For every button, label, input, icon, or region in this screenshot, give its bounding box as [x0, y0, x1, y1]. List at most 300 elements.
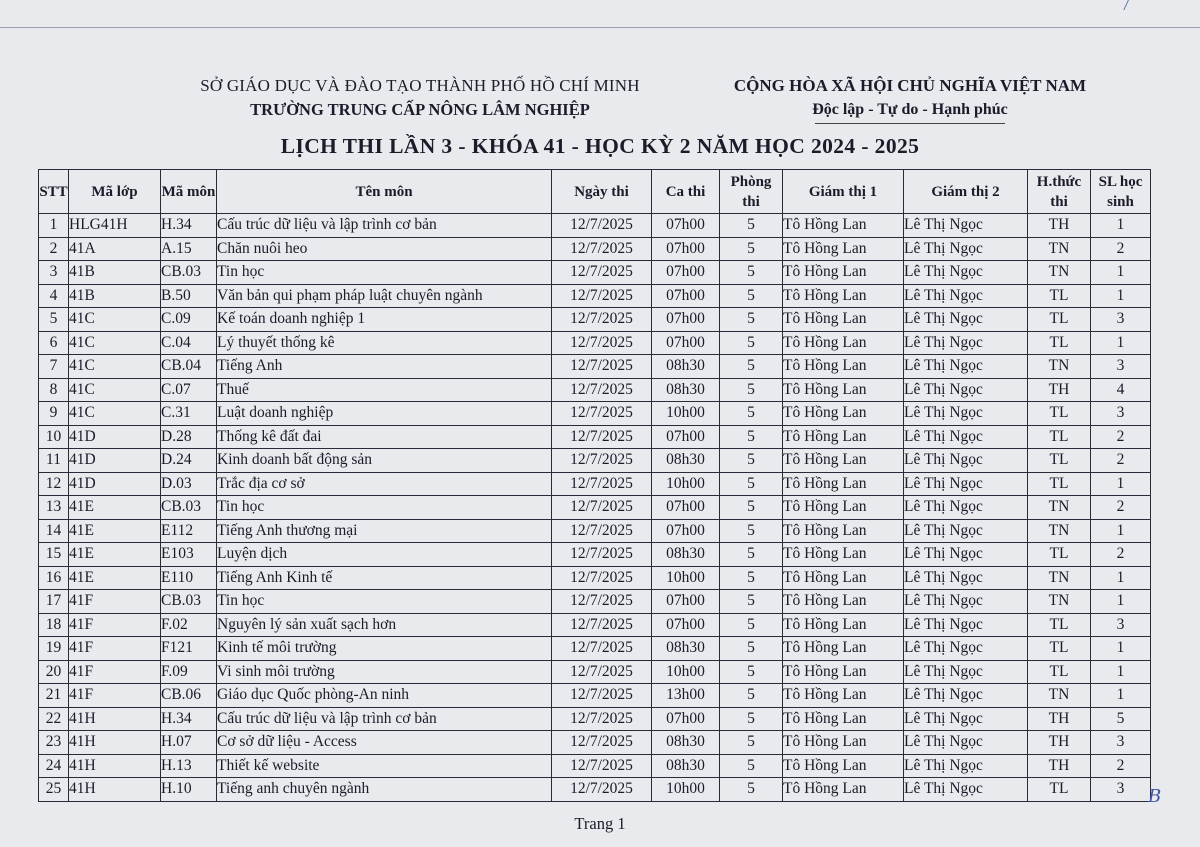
- cell-exam-date: 12/7/2025: [552, 613, 652, 637]
- cell-class-code: 41B: [69, 284, 161, 308]
- cell-subject-name: Tiếng Anh: [217, 355, 552, 379]
- table-row: [39, 754, 1151, 778]
- cell-exam-shift: 07h00: [652, 707, 720, 731]
- cell-exam-date: 12/7/2025: [552, 519, 652, 543]
- cell-proctor-1: Tô Hồng Lan: [783, 261, 904, 285]
- cell-proctor-2: Lê Thị Ngọc: [904, 355, 1028, 379]
- cell-proctor-2: Lê Thị Ngọc: [904, 237, 1028, 261]
- cell-student-count: 5: [1091, 707, 1151, 731]
- cell-student-count: 2: [1091, 425, 1151, 449]
- cell-exam-shift: 10h00: [652, 566, 720, 590]
- cell-stt: 4: [39, 284, 69, 308]
- cell-proctor-2: Lê Thị Ngọc: [904, 754, 1028, 778]
- cell-proctor-2: Lê Thị Ngọc: [904, 472, 1028, 496]
- column-header-subject-name: Tên môn: [217, 170, 552, 214]
- table-row: [39, 261, 1151, 285]
- cell-exam-format: TH: [1028, 754, 1091, 778]
- cell-exam-date: 12/7/2025: [552, 660, 652, 684]
- cell-subject-code: F.02: [161, 613, 217, 637]
- cell-exam-date: 12/7/2025: [552, 449, 652, 473]
- table-row: [39, 637, 1151, 661]
- cell-subject-name: Luật doanh nghiệp: [217, 402, 552, 426]
- table-row: [39, 308, 1151, 332]
- cell-stt: 20: [39, 660, 69, 684]
- cell-subject-code: CB.03: [161, 590, 217, 614]
- cell-proctor-1: Tô Hồng Lan: [783, 284, 904, 308]
- cell-exam-date: 12/7/2025: [552, 472, 652, 496]
- cell-student-count: 1: [1091, 660, 1151, 684]
- cell-stt: 23: [39, 731, 69, 755]
- cell-class-code: 41E: [69, 519, 161, 543]
- column-header-subject-code: Mã môn: [161, 170, 217, 214]
- cell-exam-shift: 10h00: [652, 778, 720, 802]
- cell-class-code: HLG41H: [69, 214, 161, 238]
- cell-subject-name: Thuế: [217, 378, 552, 402]
- cell-exam-format: TN: [1028, 519, 1091, 543]
- cell-subject-code: D.03: [161, 472, 217, 496]
- pen-mark-icon: [1109, 0, 1131, 10]
- cell-stt: 13: [39, 496, 69, 520]
- cell-exam-shift: 13h00: [652, 684, 720, 708]
- cell-stt: 7: [39, 355, 69, 379]
- table-row: [39, 355, 1151, 379]
- cell-exam-format: TN: [1028, 590, 1091, 614]
- column-header-exam-shift: Ca thi: [652, 170, 720, 214]
- department-name: SỞ GIÁO DỤC VÀ ĐÀO TẠO THÀNH PHỐ HỒ CHÍ MINH: [200, 76, 640, 95]
- cell-proctor-1: Tô Hồng Lan: [783, 519, 904, 543]
- cell-student-count: 1: [1091, 284, 1151, 308]
- cell-stt: 6: [39, 331, 69, 355]
- cell-stt: 24: [39, 754, 69, 778]
- cell-exam-format: TL: [1028, 543, 1091, 567]
- cell-proctor-1: Tô Hồng Lan: [783, 402, 904, 426]
- cell-stt: 21: [39, 684, 69, 708]
- cell-exam-date: 12/7/2025: [552, 214, 652, 238]
- cell-proctor-1: Tô Hồng Lan: [783, 778, 904, 802]
- cell-subject-code: H.07: [161, 731, 217, 755]
- cell-exam-date: 12/7/2025: [552, 261, 652, 285]
- cell-stt: 17: [39, 590, 69, 614]
- cell-exam-room: 5: [720, 378, 783, 402]
- document-title: LỊCH THI LẦN 3 - KHÓA 41 - HỌC KỲ 2 NĂM HỌC 2024 - 2025: [280, 134, 920, 158]
- cell-exam-shift: 08h30: [652, 449, 720, 473]
- cell-proctor-1: Tô Hồng Lan: [783, 543, 904, 567]
- cell-exam-shift: 07h00: [652, 284, 720, 308]
- cell-stt: 18: [39, 613, 69, 637]
- cell-exam-date: 12/7/2025: [552, 284, 652, 308]
- cell-stt: 5: [39, 308, 69, 332]
- cell-proctor-2: Lê Thị Ngọc: [904, 449, 1028, 473]
- cell-exam-room: 5: [720, 707, 783, 731]
- cell-class-code: 41F: [69, 590, 161, 614]
- column-header-student-count: SL học sinh: [1091, 170, 1151, 214]
- cell-stt: 22: [39, 707, 69, 731]
- cell-exam-room: 5: [720, 613, 783, 637]
- cell-student-count: 1: [1091, 331, 1151, 355]
- cell-student-count: 4: [1091, 378, 1151, 402]
- cell-subject-code: E112: [161, 519, 217, 543]
- cell-proctor-2: Lê Thị Ngọc: [904, 284, 1028, 308]
- cell-class-code: 41D: [69, 425, 161, 449]
- cell-proctor-2: Lê Thị Ngọc: [904, 707, 1028, 731]
- cell-exam-room: 5: [720, 590, 783, 614]
- cell-exam-room: 5: [720, 261, 783, 285]
- cell-proctor-1: Tô Hồng Lan: [783, 425, 904, 449]
- cell-proctor-1: Tô Hồng Lan: [783, 308, 904, 332]
- cell-exam-format: TN: [1028, 496, 1091, 520]
- cell-exam-format: TL: [1028, 449, 1091, 473]
- cell-subject-name: Thiết kế website: [217, 754, 552, 778]
- cell-class-code: 41E: [69, 543, 161, 567]
- column-header-class-code: Mã lớp: [69, 170, 161, 214]
- cell-stt: 25: [39, 778, 69, 802]
- page-number: Trang 1: [574, 814, 626, 833]
- cell-class-code: 41C: [69, 378, 161, 402]
- cell-subject-name: Luyện dịch: [217, 543, 552, 567]
- cell-subject-code: B.50: [161, 284, 217, 308]
- cell-proctor-2: Lê Thị Ngọc: [904, 402, 1028, 426]
- cell-subject-code: CB.06: [161, 684, 217, 708]
- cell-stt: 14: [39, 519, 69, 543]
- cell-student-count: 1: [1091, 472, 1151, 496]
- cell-exam-shift: 07h00: [652, 519, 720, 543]
- table-row: [39, 684, 1151, 708]
- cell-subject-name: Thống kê đất đai: [217, 425, 552, 449]
- cell-class-code: 41F: [69, 660, 161, 684]
- cell-subject-code: D.28: [161, 425, 217, 449]
- cell-exam-date: 12/7/2025: [552, 731, 652, 755]
- cell-subject-code: C.04: [161, 331, 217, 355]
- cell-student-count: 2: [1091, 237, 1151, 261]
- cell-class-code: 41F: [69, 684, 161, 708]
- cell-subject-code: A.15: [161, 237, 217, 261]
- cell-subject-code: CB.04: [161, 355, 217, 379]
- cell-student-count: 3: [1091, 402, 1151, 426]
- cell-proctor-2: Lê Thị Ngọc: [904, 731, 1028, 755]
- cell-proctor-2: Lê Thị Ngọc: [904, 778, 1028, 802]
- cell-exam-format: TH: [1028, 214, 1091, 238]
- cell-stt: 8: [39, 378, 69, 402]
- header-right: [700, 74, 1120, 124]
- cell-exam-shift: 07h00: [652, 237, 720, 261]
- cell-exam-format: TN: [1028, 261, 1091, 285]
- cell-subject-code: CB.03: [161, 496, 217, 520]
- cell-proctor-1: Tô Hồng Lan: [783, 214, 904, 238]
- cell-student-count: 1: [1091, 637, 1151, 661]
- cell-proctor-2: Lê Thị Ngọc: [904, 684, 1028, 708]
- cell-subject-name: Cấu trúc dữ liệu và lập trình cơ bản: [217, 214, 552, 238]
- cell-subject-code: H.34: [161, 214, 217, 238]
- table-row: [39, 425, 1151, 449]
- cell-exam-room: 5: [720, 566, 783, 590]
- cell-exam-shift: 07h00: [652, 613, 720, 637]
- cell-student-count: 3: [1091, 613, 1151, 637]
- cell-subject-name: Tiếng Anh thương mại: [217, 519, 552, 543]
- cell-subject-code: H.13: [161, 754, 217, 778]
- cell-proctor-1: Tô Hồng Lan: [783, 355, 904, 379]
- cell-subject-code: C.07: [161, 378, 217, 402]
- cell-stt: 15: [39, 543, 69, 567]
- cell-exam-shift: 10h00: [652, 660, 720, 684]
- cell-subject-name: Văn bản qui phạm pháp luật chuyên ngành: [217, 284, 552, 308]
- cell-exam-shift: 08h30: [652, 754, 720, 778]
- cell-subject-name: Giáo dục Quốc phòng-An ninh: [217, 684, 552, 708]
- cell-subject-code: E110: [161, 566, 217, 590]
- cell-exam-format: TN: [1028, 566, 1091, 590]
- cell-exam-room: 5: [720, 355, 783, 379]
- table-row: [39, 237, 1151, 261]
- republic-name: CỘNG HÒA XÃ HỘI CHỦ NGHĨA VIỆT NAM: [733, 76, 1087, 95]
- school-name: TRƯỜNG TRUNG CẤP NÔNG LÂM NGHIỆP: [250, 100, 590, 119]
- cell-subject-name: Vi sinh môi trường: [217, 660, 552, 684]
- cell-exam-shift: 08h30: [652, 731, 720, 755]
- cell-exam-shift: 10h00: [652, 402, 720, 426]
- column-header-exam-format: H.thức thi: [1028, 170, 1091, 214]
- cell-exam-date: 12/7/2025: [552, 543, 652, 567]
- table-row: [39, 402, 1151, 426]
- cell-exam-date: 12/7/2025: [552, 637, 652, 661]
- cell-class-code: 41C: [69, 355, 161, 379]
- header-left: [140, 74, 700, 122]
- cell-exam-room: 5: [720, 402, 783, 426]
- cell-exam-shift: 07h00: [652, 261, 720, 285]
- cell-exam-format: TL: [1028, 472, 1091, 496]
- cell-exam-date: 12/7/2025: [552, 778, 652, 802]
- cell-student-count: 3: [1091, 731, 1151, 755]
- cell-subject-name: Cơ sở dữ liệu - Access: [217, 731, 552, 755]
- table-row: [39, 496, 1151, 520]
- motto-underline: [815, 123, 1005, 124]
- table-row: [39, 472, 1151, 496]
- cell-exam-date: 12/7/2025: [552, 378, 652, 402]
- cell-subject-code: D.24: [161, 449, 217, 473]
- cell-class-code: 41D: [69, 449, 161, 473]
- cell-subject-name: Chăn nuôi heo: [217, 237, 552, 261]
- cell-class-code: 41H: [69, 707, 161, 731]
- cell-stt: 11: [39, 449, 69, 473]
- cell-exam-room: 5: [720, 684, 783, 708]
- cell-exam-format: TH: [1028, 378, 1091, 402]
- handwritten-initial-mark: B: [1148, 786, 1162, 807]
- cell-exam-room: 5: [720, 449, 783, 473]
- cell-exam-room: 5: [720, 731, 783, 755]
- cell-proctor-1: Tô Hồng Lan: [783, 378, 904, 402]
- cell-subject-name: Nguyên lý sản xuất sạch hơn: [217, 613, 552, 637]
- column-header-exam-date: Ngày thi: [552, 170, 652, 214]
- cell-exam-room: 5: [720, 543, 783, 567]
- cell-student-count: 1: [1091, 590, 1151, 614]
- cell-exam-room: 5: [720, 754, 783, 778]
- cell-proctor-2: Lê Thị Ngọc: [904, 566, 1028, 590]
- cell-exam-format: TL: [1028, 331, 1091, 355]
- cell-exam-room: 5: [720, 472, 783, 496]
- table-row: [39, 378, 1151, 402]
- scan-edge-line: [0, 27, 1200, 28]
- cell-subject-name: Kế toán doanh nghiệp 1: [217, 308, 552, 332]
- cell-proctor-2: Lê Thị Ngọc: [904, 425, 1028, 449]
- cell-exam-date: 12/7/2025: [552, 237, 652, 261]
- cell-stt: 2: [39, 237, 69, 261]
- cell-exam-room: 5: [720, 519, 783, 543]
- cell-proctor-1: Tô Hồng Lan: [783, 237, 904, 261]
- cell-stt: 10: [39, 425, 69, 449]
- cell-proctor-1: Tô Hồng Lan: [783, 660, 904, 684]
- cell-exam-shift: 08h30: [652, 543, 720, 567]
- cell-proctor-1: Tô Hồng Lan: [783, 449, 904, 473]
- cell-exam-room: 5: [720, 331, 783, 355]
- cell-student-count: 1: [1091, 519, 1151, 543]
- cell-class-code: 41C: [69, 402, 161, 426]
- cell-subject-name: Kinh doanh bất động sản: [217, 449, 552, 473]
- cell-proctor-2: Lê Thị Ngọc: [904, 378, 1028, 402]
- cell-exam-date: 12/7/2025: [552, 308, 652, 332]
- cell-class-code: 41C: [69, 331, 161, 355]
- cell-proctor-2: Lê Thị Ngọc: [904, 308, 1028, 332]
- cell-proctor-2: Lê Thị Ngọc: [904, 637, 1028, 661]
- cell-exam-format: TN: [1028, 237, 1091, 261]
- cell-subject-name: Tiếng Anh Kinh tế: [217, 566, 552, 590]
- cell-exam-format: TL: [1028, 284, 1091, 308]
- cell-exam-date: 12/7/2025: [552, 496, 652, 520]
- cell-exam-shift: 07h00: [652, 590, 720, 614]
- cell-exam-date: 12/7/2025: [552, 707, 652, 731]
- cell-student-count: 1: [1091, 214, 1151, 238]
- cell-student-count: 3: [1091, 308, 1151, 332]
- cell-exam-date: 12/7/2025: [552, 355, 652, 379]
- cell-exam-date: 12/7/2025: [552, 425, 652, 449]
- cell-exam-shift: 07h00: [652, 425, 720, 449]
- cell-exam-room: 5: [720, 660, 783, 684]
- cell-exam-date: 12/7/2025: [552, 402, 652, 426]
- table-row: [39, 543, 1151, 567]
- cell-class-code: 41A: [69, 237, 161, 261]
- cell-exam-format: TL: [1028, 425, 1091, 449]
- cell-exam-date: 12/7/2025: [552, 590, 652, 614]
- cell-subject-name: Tin học: [217, 261, 552, 285]
- cell-proctor-1: Tô Hồng Lan: [783, 731, 904, 755]
- cell-subject-code: H.34: [161, 707, 217, 731]
- cell-subject-name: Tin học: [217, 590, 552, 614]
- table-row: [39, 519, 1151, 543]
- cell-proctor-2: Lê Thị Ngọc: [904, 261, 1028, 285]
- cell-class-code: 41E: [69, 566, 161, 590]
- cell-proctor-2: Lê Thị Ngọc: [904, 590, 1028, 614]
- table-row: [39, 731, 1151, 755]
- cell-subject-name: Trắc địa cơ sở: [217, 472, 552, 496]
- cell-exam-date: 12/7/2025: [552, 331, 652, 355]
- column-header-proctor-1: Giám thị 1: [783, 170, 904, 214]
- cell-student-count: 1: [1091, 261, 1151, 285]
- cell-student-count: 2: [1091, 449, 1151, 473]
- table-row: [39, 214, 1151, 238]
- column-header-exam-room: Phòng thi: [720, 170, 783, 214]
- cell-exam-shift: 07h00: [652, 331, 720, 355]
- cell-proctor-1: Tô Hồng Lan: [783, 684, 904, 708]
- cell-student-count: 2: [1091, 543, 1151, 567]
- cell-exam-room: 5: [720, 637, 783, 661]
- cell-exam-format: TN: [1028, 684, 1091, 708]
- cell-subject-code: H.10: [161, 778, 217, 802]
- table-row: [39, 707, 1151, 731]
- cell-proctor-1: Tô Hồng Lan: [783, 590, 904, 614]
- cell-class-code: 41B: [69, 261, 161, 285]
- cell-exam-room: 5: [720, 237, 783, 261]
- cell-exam-room: 5: [720, 496, 783, 520]
- cell-exam-format: TH: [1028, 731, 1091, 755]
- cell-proctor-2: Lê Thị Ngọc: [904, 613, 1028, 637]
- cell-exam-shift: 08h30: [652, 378, 720, 402]
- cell-exam-room: 5: [720, 308, 783, 332]
- cell-student-count: 1: [1091, 566, 1151, 590]
- cell-exam-date: 12/7/2025: [552, 754, 652, 778]
- cell-stt: 19: [39, 637, 69, 661]
- national-motto-text: Độc lập - Tự do - Hạnh phúc: [812, 101, 1008, 118]
- cell-exam-shift: 10h00: [652, 472, 720, 496]
- cell-class-code: 41E: [69, 496, 161, 520]
- cell-exam-format: TL: [1028, 308, 1091, 332]
- cell-exam-shift: 07h00: [652, 214, 720, 238]
- cell-exam-format: TL: [1028, 637, 1091, 661]
- cell-exam-format: TL: [1028, 402, 1091, 426]
- cell-exam-room: 5: [720, 425, 783, 449]
- exam-schedule-table: [38, 169, 1151, 802]
- table-row: [39, 613, 1151, 637]
- cell-class-code: 41F: [69, 613, 161, 637]
- cell-class-code: 41H: [69, 778, 161, 802]
- cell-subject-code: C.09: [161, 308, 217, 332]
- cell-proctor-1: Tô Hồng Lan: [783, 707, 904, 731]
- cell-student-count: 3: [1091, 355, 1151, 379]
- cell-subject-code: C.31: [161, 402, 217, 426]
- cell-exam-room: 5: [720, 778, 783, 802]
- table-row: [39, 449, 1151, 473]
- cell-subject-name: Tiếng anh chuyên ngành: [217, 778, 552, 802]
- cell-proctor-2: Lê Thị Ngọc: [904, 543, 1028, 567]
- cell-class-code: 41H: [69, 731, 161, 755]
- cell-proctor-1: Tô Hồng Lan: [783, 472, 904, 496]
- column-header-proctor-2: Giám thị 2: [904, 170, 1028, 214]
- cell-proctor-1: Tô Hồng Lan: [783, 754, 904, 778]
- cell-proctor-1: Tô Hồng Lan: [783, 331, 904, 355]
- cell-subject-name: Lý thuyết thống kê: [217, 331, 552, 355]
- cell-stt: 3: [39, 261, 69, 285]
- cell-exam-format: TN: [1028, 355, 1091, 379]
- cell-stt: 9: [39, 402, 69, 426]
- cell-student-count: 1: [1091, 684, 1151, 708]
- cell-proctor-2: Lê Thị Ngọc: [904, 660, 1028, 684]
- cell-exam-shift: 08h30: [652, 355, 720, 379]
- cell-subject-code: F121: [161, 637, 217, 661]
- cell-student-count: 2: [1091, 754, 1151, 778]
- cell-exam-room: 5: [720, 214, 783, 238]
- cell-exam-shift: 08h30: [652, 637, 720, 661]
- cell-exam-date: 12/7/2025: [552, 684, 652, 708]
- table-row: [39, 660, 1151, 684]
- cell-exam-format: TL: [1028, 778, 1091, 802]
- table-row: [39, 566, 1151, 590]
- table-body: [39, 214, 1151, 802]
- cell-subject-code: F.09: [161, 660, 217, 684]
- cell-class-code: 41D: [69, 472, 161, 496]
- cell-subject-code: CB.03: [161, 261, 217, 285]
- cell-class-code: 41F: [69, 637, 161, 661]
- cell-exam-shift: 07h00: [652, 496, 720, 520]
- column-header-stt: STT: [39, 170, 69, 214]
- cell-class-code: 41C: [69, 308, 161, 332]
- cell-proctor-2: Lê Thị Ngọc: [904, 519, 1028, 543]
- cell-subject-name: Kinh tế môi trường: [217, 637, 552, 661]
- cell-exam-format: TH: [1028, 707, 1091, 731]
